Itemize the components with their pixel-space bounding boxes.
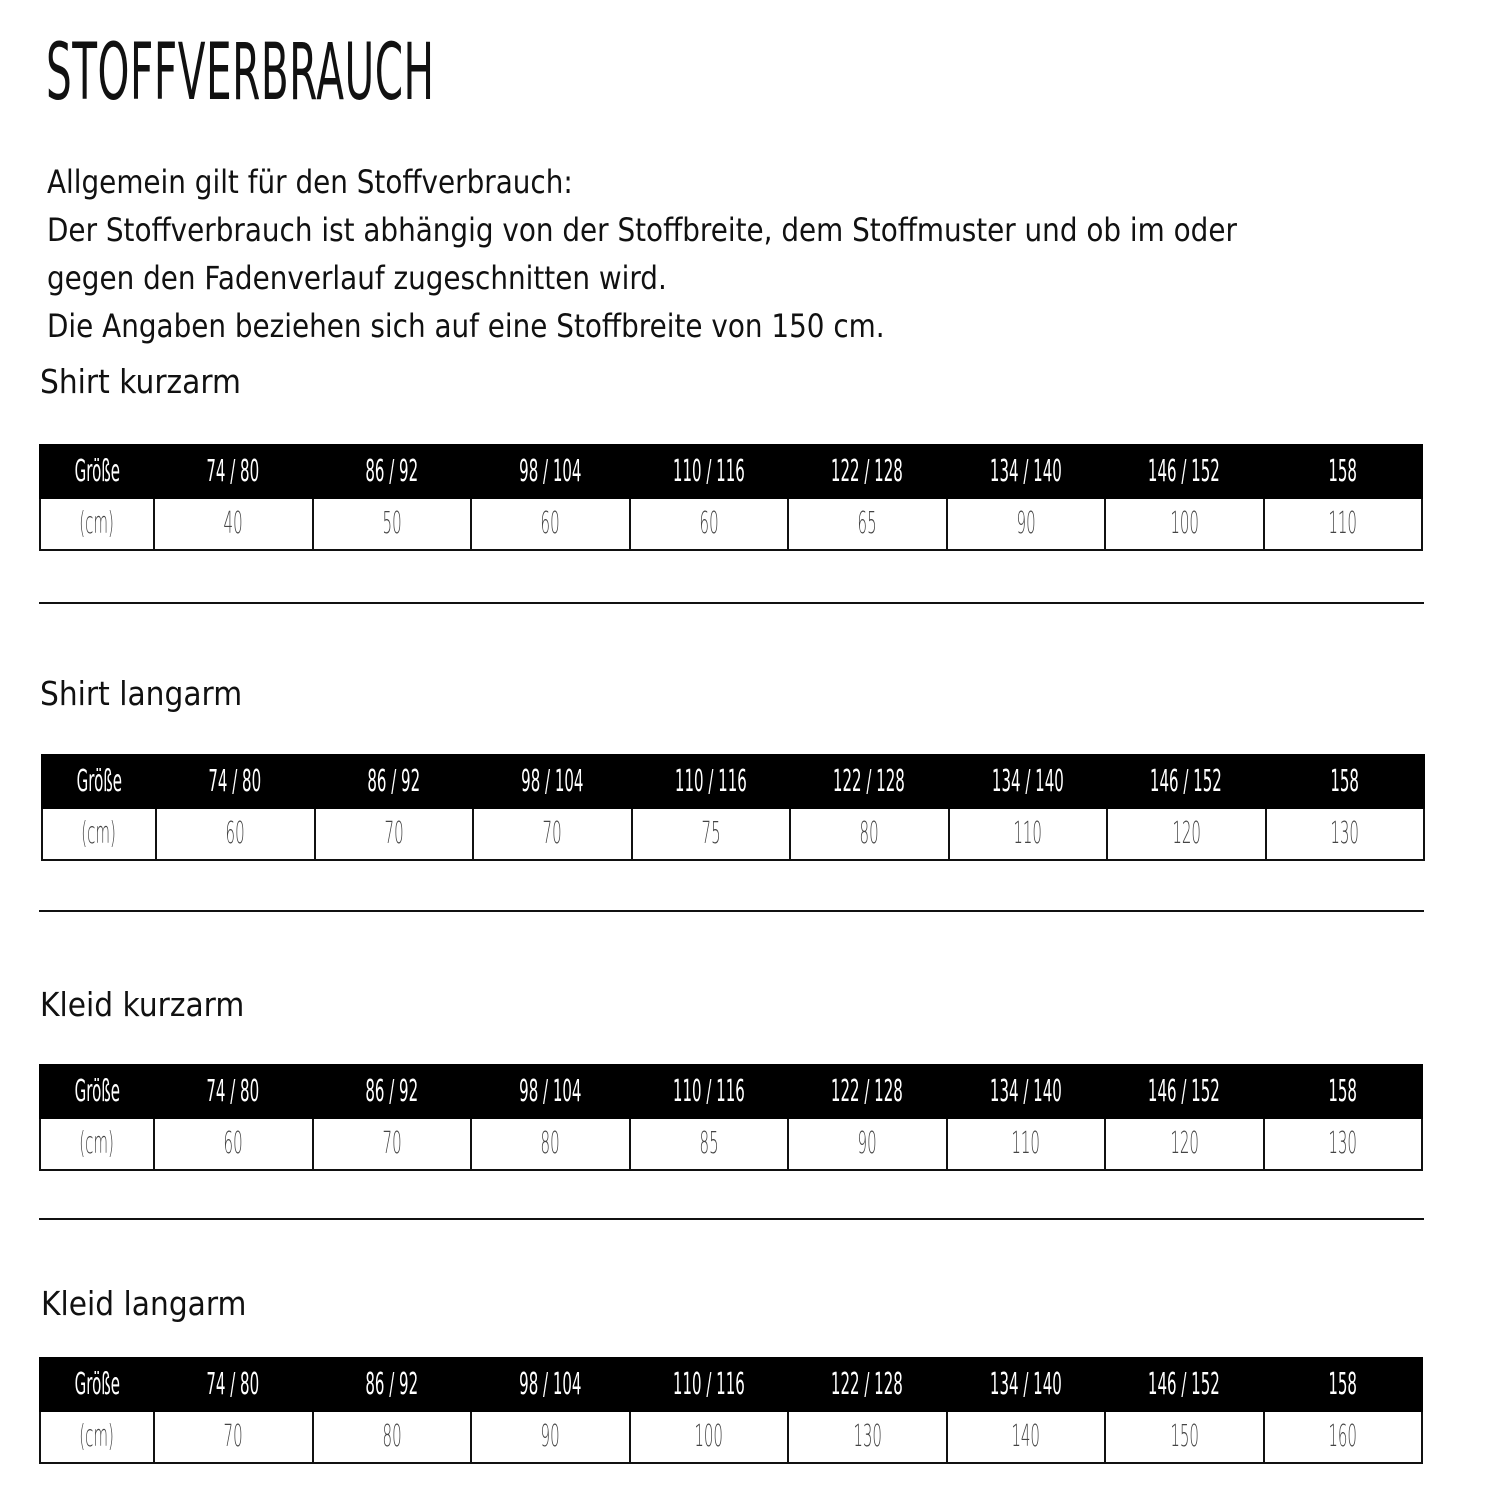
size-cell-text: 86 / 92 [365, 1073, 419, 1109]
fabric-amount-cell-text: 100 [1169, 506, 1199, 541]
size-cell [1107, 755, 1266, 808]
size-cell [788, 1358, 947, 1411]
fabric-amount-cell [313, 498, 472, 550]
fabric-amount-cell-text: 65 [857, 506, 877, 541]
size-cell [790, 755, 949, 808]
size-cell [947, 1065, 1106, 1118]
size-cell-text: 146 / 152 [1148, 453, 1221, 489]
size-cell-text: 86 / 92 [365, 1366, 419, 1402]
size-cell-text: 146 / 152 [1148, 1073, 1221, 1109]
size-cell-text: 134 / 140 [989, 1366, 1062, 1402]
size-cell [630, 445, 789, 498]
size-cell [154, 1065, 313, 1118]
fabric-amount-cell [630, 1411, 789, 1463]
size-cell [471, 1358, 630, 1411]
fabric-amount-cell-text: 60 [225, 816, 245, 851]
fabric-amount-cell-text: 140 [1011, 1419, 1041, 1454]
table-shirt-kurzarm [39, 444, 1423, 551]
size-label-cell-text: Größe [76, 763, 122, 799]
size-label-cell-text: Größe [74, 1073, 120, 1109]
intro-line: gegen den Fadenverlauf zugeschnitten wird. [47, 259, 667, 297]
size-cell [632, 755, 791, 808]
fabric-amount-cell-text: 70 [223, 1419, 243, 1454]
table-shirt-langarm [41, 754, 1425, 861]
size-cell-text: 74 / 80 [208, 763, 262, 799]
fabric-amount-cell [1105, 498, 1264, 550]
size-cell-text: 110 / 116 [672, 453, 745, 489]
unit-label-cell [40, 498, 154, 550]
size-cell [949, 755, 1108, 808]
size-cell-text: 146 / 152 [1150, 763, 1223, 799]
fabric-amount-cell [156, 808, 315, 860]
size-cell-text: 98 / 104 [519, 1073, 582, 1109]
size-label-cell-text: Größe [74, 453, 120, 489]
fabric-amount-cell-text: 160 [1328, 1419, 1358, 1454]
size-header-row [40, 445, 1422, 498]
fabric-amount-cell [947, 1118, 1106, 1170]
fabric-amount-cell-text: 85 [699, 1126, 719, 1161]
fabric-amount-cell [1105, 1118, 1264, 1170]
fabric-amount-cell [473, 808, 632, 860]
fabric-amount-cell [471, 498, 630, 550]
fabric-amount-cell [313, 1118, 472, 1170]
size-cell [947, 445, 1106, 498]
size-header-row [40, 1358, 1422, 1411]
unit-label-cell-text: (cm) [79, 1126, 115, 1161]
fabric-amount-cell-text: 80 [859, 816, 879, 851]
page-title: STOFFVERBRAUCH [46, 28, 435, 118]
size-cell-text: 158 [1328, 453, 1358, 489]
size-cell [315, 755, 474, 808]
fabric-amount-cell-text: 150 [1169, 1419, 1199, 1454]
fabric-amount-cell-text: 70 [542, 816, 562, 851]
size-cell-text: 158 [1328, 1366, 1358, 1402]
size-cell [471, 445, 630, 498]
fabric-amount-cell-text: 75 [701, 816, 721, 851]
size-cell-text: 122 / 128 [831, 1366, 904, 1402]
intro-line: Der Stoffverbrauch ist abhängig von der Stoffbreite, dem Stoffmuster und ob im oder [47, 211, 1237, 249]
unit-label-cell-text: (cm) [79, 1419, 115, 1454]
unit-label-cell [42, 808, 156, 860]
size-cell [1264, 1065, 1423, 1118]
fabric-amount-cell [632, 808, 791, 860]
fabric-amount-cell [154, 1118, 313, 1170]
fabric-amount-cell [1105, 1411, 1264, 1463]
fabric-amount-cell-text: 80 [540, 1126, 560, 1161]
fabric-amount-cell [788, 1118, 947, 1170]
section-title-kleid-langarm: Kleid langarm [41, 1284, 247, 1323]
intro-line: Die Angaben beziehen sich auf eine Stoffbreite von 150 cm. [47, 307, 885, 345]
section-title-shirt-langarm: Shirt langarm [40, 674, 243, 713]
size-cell-text: 158 [1330, 763, 1360, 799]
size-label-cell [40, 1358, 154, 1411]
fabric-value-row [40, 498, 1422, 550]
size-header-row [40, 1065, 1422, 1118]
size-cell [156, 755, 315, 808]
section-divider [39, 602, 1424, 604]
section-divider [39, 1218, 1424, 1220]
fabric-amount-cell [313, 1411, 472, 1463]
size-cell [473, 755, 632, 808]
unit-label-cell-text: (cm) [81, 816, 117, 851]
size-cell-text: 110 / 116 [672, 1073, 745, 1109]
fabric-amount-cell [947, 498, 1106, 550]
size-cell [471, 1065, 630, 1118]
fabric-amount-cell [1264, 1118, 1423, 1170]
size-cell [947, 1358, 1106, 1411]
fabric-amount-cell-text: 110 [1013, 816, 1043, 851]
size-cell-text: 122 / 128 [831, 1073, 904, 1109]
table-kleid-kurzarm [39, 1064, 1423, 1171]
size-cell-text: 98 / 104 [519, 453, 582, 489]
fabric-amount-cell [154, 498, 313, 550]
fabric-amount-cell-text: 130 [852, 1419, 882, 1454]
size-cell-text: 110 / 116 [674, 763, 747, 799]
size-cell [630, 1065, 789, 1118]
fabric-amount-cell [315, 808, 474, 860]
size-cell [1266, 755, 1425, 808]
fabric-amount-cell-text: 70 [384, 816, 404, 851]
section-title-shirt-kurzarm: Shirt kurzarm [40, 362, 241, 401]
fabric-amount-cell-text: 80 [382, 1419, 402, 1454]
unit-label-cell-text: (cm) [79, 506, 115, 541]
size-header-row [42, 755, 1424, 808]
size-cell [1105, 1358, 1264, 1411]
fabric-amount-cell-text: 110 [1328, 506, 1358, 541]
fabric-amount-cell-text: 90 [857, 1126, 877, 1161]
size-cell-text: 86 / 92 [365, 453, 419, 489]
fabric-amount-cell [788, 1411, 947, 1463]
size-cell-text: 110 / 116 [672, 1366, 745, 1402]
fabric-amount-cell [1264, 498, 1423, 550]
fabric-amount-cell [947, 1411, 1106, 1463]
size-cell [154, 445, 313, 498]
size-cell [1264, 445, 1423, 498]
size-cell-text: 98 / 104 [521, 763, 584, 799]
size-cell [788, 445, 947, 498]
fabric-amount-cell [788, 498, 947, 550]
fabric-amount-cell [630, 1118, 789, 1170]
fabric-amount-cell [471, 1411, 630, 1463]
fabric-amount-cell-text: 110 [1011, 1126, 1041, 1161]
size-label-cell-text: Größe [74, 1366, 120, 1402]
fabric-amount-cell-text: 60 [223, 1126, 243, 1161]
size-cell-text: 98 / 104 [519, 1366, 582, 1402]
fabric-amount-cell-text: 40 [223, 506, 243, 541]
fabric-amount-cell [471, 1118, 630, 1170]
size-label-cell [40, 445, 154, 498]
size-cell-text: 134 / 140 [989, 1073, 1062, 1109]
fabric-amount-cell-text: 100 [694, 1419, 724, 1454]
size-cell [1105, 1065, 1264, 1118]
size-cell-text: 122 / 128 [831, 453, 904, 489]
size-cell [630, 1358, 789, 1411]
size-label-cell [42, 755, 156, 808]
size-label-cell [40, 1065, 154, 1118]
intro-line: Allgemein gilt für den Stoffverbrauch: [47, 163, 573, 201]
size-cell-text: 134 / 140 [989, 453, 1062, 489]
fabric-value-row [42, 808, 1424, 860]
unit-label-cell [40, 1118, 154, 1170]
fabric-amount-cell [1107, 808, 1266, 860]
fabric-amount-cell [1266, 808, 1425, 860]
fabric-amount-cell-text: 60 [699, 506, 719, 541]
size-cell [313, 1358, 472, 1411]
size-cell [154, 1358, 313, 1411]
size-cell [313, 1065, 472, 1118]
fabric-amount-cell-text: 50 [382, 506, 402, 541]
fabric-amount-cell-text: 130 [1330, 816, 1360, 851]
fabric-amount-cell-text: 120 [1169, 1126, 1199, 1161]
fabric-amount-cell [1264, 1411, 1423, 1463]
fabric-amount-cell-text: 90 [1016, 506, 1036, 541]
size-cell [1105, 445, 1264, 498]
size-cell-text: 74 / 80 [206, 1366, 260, 1402]
size-cell-text: 158 [1328, 1073, 1358, 1109]
section-divider [39, 910, 1424, 912]
fabric-amount-cell [949, 808, 1108, 860]
size-cell-text: 122 / 128 [833, 763, 906, 799]
table-kleid-langarm [39, 1357, 1423, 1464]
fabric-amount-cell [790, 808, 949, 860]
intro-text [47, 158, 1282, 350]
fabric-amount-cell-text: 60 [540, 506, 560, 541]
fabric-amount-cell [154, 1411, 313, 1463]
fabric-value-row [40, 1411, 1422, 1463]
fabric-amount-cell-text: 70 [382, 1126, 402, 1161]
size-cell [788, 1065, 947, 1118]
size-cell-text: 134 / 140 [991, 763, 1064, 799]
size-cell-text: 86 / 92 [367, 763, 421, 799]
size-cell [313, 445, 472, 498]
size-cell [1264, 1358, 1423, 1411]
size-cell-text: 146 / 152 [1148, 1366, 1221, 1402]
size-cell-text: 74 / 80 [206, 1073, 260, 1109]
fabric-amount-cell-text: 130 [1328, 1126, 1358, 1161]
fabric-amount-cell [630, 498, 789, 550]
fabric-value-row [40, 1118, 1422, 1170]
section-title-kleid-kurzarm: Kleid kurzarm [40, 985, 245, 1024]
fabric-amount-cell-text: 90 [540, 1419, 560, 1454]
fabric-amount-cell-text: 120 [1171, 816, 1201, 851]
size-cell-text: 74 / 80 [206, 453, 260, 489]
unit-label-cell [40, 1411, 154, 1463]
